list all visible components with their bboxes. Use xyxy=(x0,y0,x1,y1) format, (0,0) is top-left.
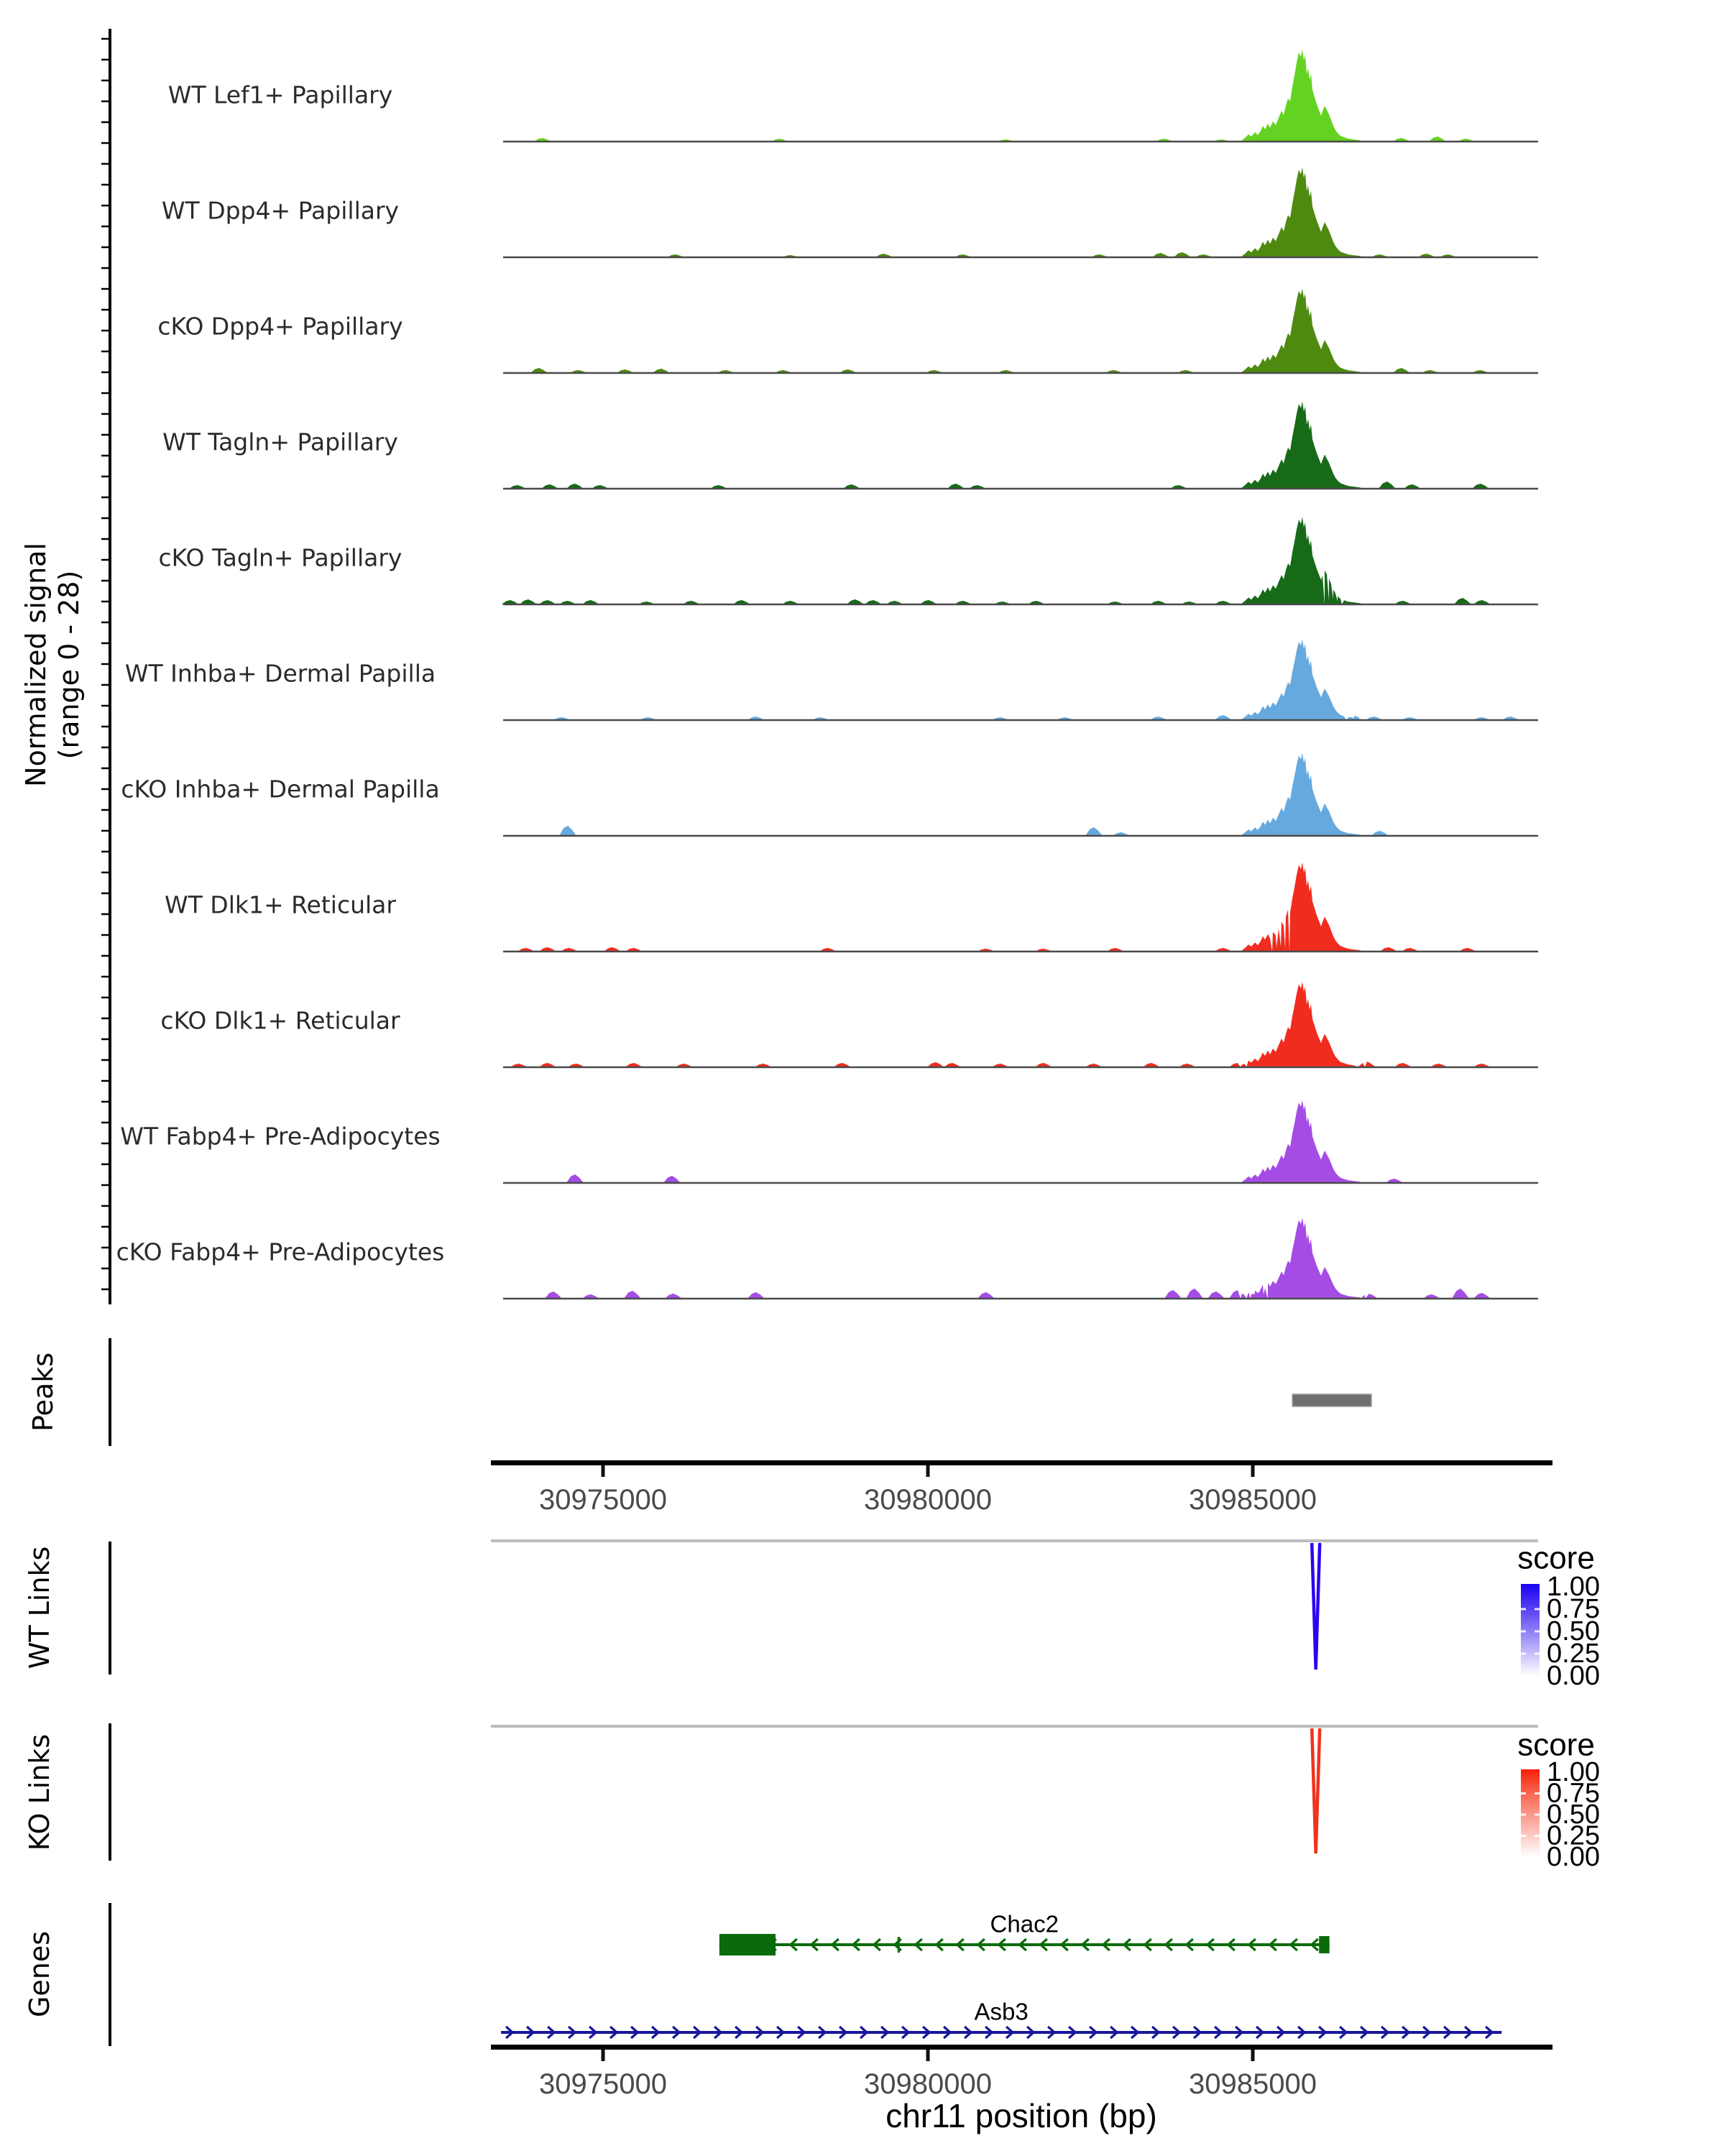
peaks-section-label: Peaks xyxy=(27,1352,59,1432)
signal-track xyxy=(168,50,1538,142)
ko-score-gradient-bar xyxy=(1521,1769,1540,1857)
track-label: cKO Dlk1+ Reticular xyxy=(160,1006,400,1035)
y-axis-label-line1: Normalized signal xyxy=(20,543,52,787)
legend-bar-tick xyxy=(1521,1814,1526,1816)
track-label: WT Dlk1+ Reticular xyxy=(165,890,396,919)
track-label: cKO Inhba+ Dermal Papilla xyxy=(121,775,440,803)
legend-value: 1.00 xyxy=(1547,1757,1600,1787)
x-axis-title: chr11 position (bp) xyxy=(886,2097,1157,2134)
signal-track xyxy=(165,862,1538,952)
axis-tick xyxy=(602,2050,605,2061)
peak-bar xyxy=(1292,1394,1371,1406)
gene-models xyxy=(501,1911,1501,2039)
signal-track xyxy=(116,1217,1538,1299)
wt-score-gradient-bar xyxy=(1521,1584,1540,1676)
legend-bar-tick xyxy=(1521,1631,1526,1633)
coverage-area xyxy=(503,753,1538,836)
legend-bar-tick xyxy=(1535,1608,1540,1611)
track-label: cKO Tagln+ Papillary xyxy=(158,543,402,572)
coverage-area xyxy=(503,862,1538,952)
legend-value: 0.50 xyxy=(1547,1616,1600,1646)
signal-track xyxy=(125,639,1538,720)
coverage-area xyxy=(503,982,1538,1067)
coverage-tracks xyxy=(116,50,1538,1299)
legend-value: 1.00 xyxy=(1547,1572,1600,1602)
legend-value: 0.50 xyxy=(1547,1800,1600,1830)
legend-bar-tick xyxy=(1535,1814,1540,1816)
legend-bar-tick xyxy=(1521,1792,1526,1795)
coverage-area xyxy=(503,288,1538,373)
axis-tick xyxy=(602,1465,605,1477)
signal-track xyxy=(120,1100,1538,1183)
wt-score-legend-title: score xyxy=(1517,1540,1595,1576)
ko-score-legend-title: score xyxy=(1517,1727,1595,1763)
track-label: WT Dpp4+ Papillary xyxy=(161,196,400,225)
legend-value: 0.75 xyxy=(1547,1778,1600,1809)
axis-tick xyxy=(1251,2050,1255,2061)
signal-track xyxy=(162,167,1538,257)
track-label: WT Fabp4+ Pre-Adipocytes xyxy=(120,1122,441,1151)
signal-track xyxy=(157,288,1538,373)
coverage-area xyxy=(503,639,1538,720)
legend-bar-tick xyxy=(1535,1653,1540,1655)
gene-chac2 xyxy=(719,1911,1330,1956)
gene-label: Asb3 xyxy=(974,1998,1029,2025)
exon-box xyxy=(719,1934,776,1955)
legend-value: 0.25 xyxy=(1547,1820,1600,1851)
coverage-area xyxy=(503,401,1538,489)
coverage-area xyxy=(503,50,1538,142)
legend-value: 0.75 xyxy=(1547,1594,1600,1624)
axis-tick-label: 30975000 xyxy=(539,1484,667,1516)
legend-bar-tick xyxy=(1521,1835,1526,1837)
genomic-axis-top xyxy=(491,1460,1552,1516)
track-label: WT Lef1+ Papillary xyxy=(167,80,393,109)
signal-track xyxy=(162,401,1538,489)
axis-tick-label: 30985000 xyxy=(1189,1484,1317,1516)
axis-tick-label: 30975000 xyxy=(539,2068,667,2100)
signal-track xyxy=(121,753,1538,836)
coverage-area xyxy=(502,517,1538,604)
legend-bar-tick xyxy=(1535,1835,1540,1837)
exon-tick xyxy=(898,1937,900,1953)
coverage-area xyxy=(503,1217,1538,1299)
legend-bar-tick xyxy=(1521,1653,1526,1655)
ko-link-arc xyxy=(1312,1728,1320,1853)
peak-interval-bar xyxy=(1292,1394,1371,1406)
axis-line xyxy=(491,2045,1552,2050)
y-axis-label-line2: (range 0 - 28) xyxy=(53,570,85,760)
signal-track xyxy=(160,982,1538,1067)
wt-links-section-label: WT Links xyxy=(24,1546,55,1669)
track-label: cKO Dpp4+ Papillary xyxy=(157,312,403,341)
legend-value: 0.25 xyxy=(1547,1639,1600,1669)
signal-y-axis xyxy=(101,29,110,1304)
link-spike xyxy=(1312,1728,1320,1853)
wt-link-arc xyxy=(1312,1543,1320,1669)
coverage-area xyxy=(503,1100,1538,1183)
axis-line xyxy=(491,1460,1552,1465)
gene-asb3 xyxy=(501,1999,1501,2039)
axis-tick xyxy=(1251,1465,1255,1477)
axis-tick-label: 30985000 xyxy=(1189,2068,1317,2100)
axis-tick-label: 30980000 xyxy=(864,2068,992,2100)
track-label: WT Inhba+ Dermal Papilla xyxy=(124,659,436,688)
axis-tick xyxy=(926,1465,930,1477)
ko-links-section-label: KO Links xyxy=(24,1733,55,1851)
track-label: WT Tagln+ Papillary xyxy=(162,428,398,456)
axis-tick-label: 30980000 xyxy=(864,1484,992,1516)
gene-label: Chac2 xyxy=(990,1910,1059,1938)
legend-value: 0.00 xyxy=(1547,1661,1600,1691)
legend-bar-tick xyxy=(1535,1631,1540,1633)
genomic-axis-bottom xyxy=(491,2045,1552,2100)
legend-bar-tick xyxy=(1521,1608,1526,1611)
legend-value: 0.00 xyxy=(1547,1842,1600,1872)
link-spike xyxy=(1312,1543,1320,1669)
coverage-area xyxy=(503,167,1538,257)
signal-track xyxy=(159,517,1538,604)
genes-section-label: Genes xyxy=(24,1930,55,2018)
axis-tick xyxy=(926,2050,930,2061)
legend-bar-tick xyxy=(1535,1792,1540,1795)
track-label: cKO Fabp4+ Pre-Adipocytes xyxy=(116,1238,445,1266)
exon-box xyxy=(1319,1936,1329,1953)
